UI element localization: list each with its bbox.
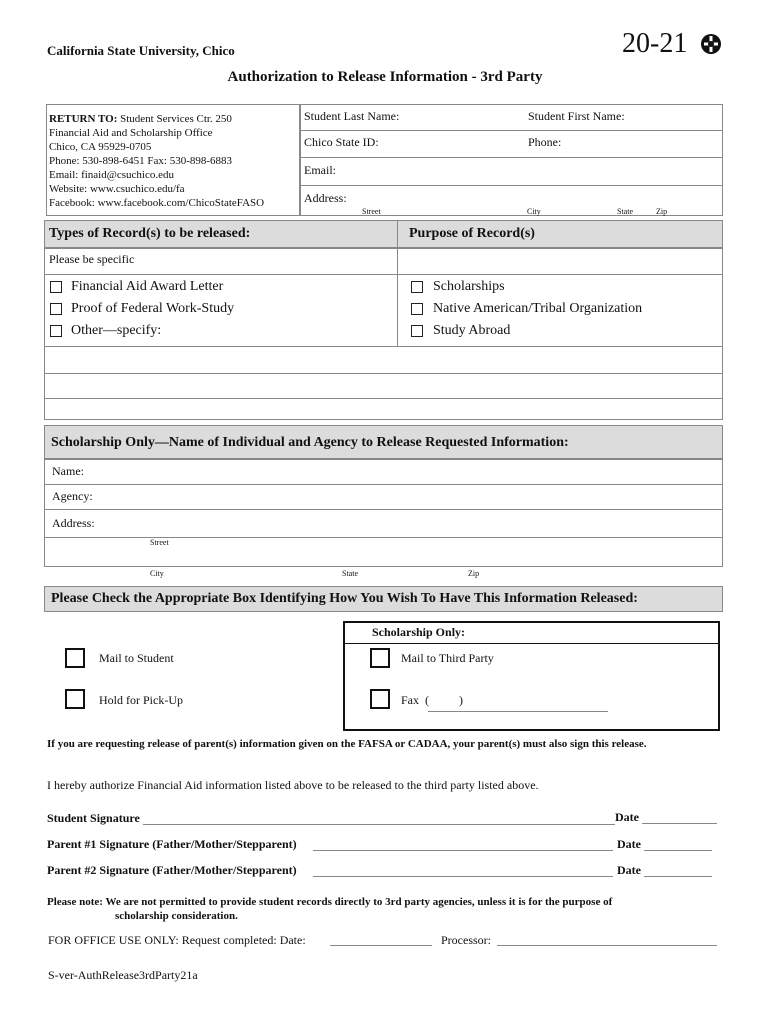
phone-field[interactable]: Phone:	[528, 135, 562, 149]
student-first-name-field[interactable]: Student First Name:	[528, 109, 625, 123]
mail-student-checkbox[interactable]	[65, 648, 85, 668]
parent1-date-line[interactable]	[644, 850, 712, 851]
agency-zip-label: Zip	[468, 569, 480, 578]
student-signature-label: Student Signature	[47, 811, 140, 825]
tribal-org-label: Native American/Tribal Organization	[433, 301, 643, 316]
student-date-line[interactable]	[642, 823, 717, 824]
office-date-line[interactable]	[330, 945, 432, 946]
agency-city-label: City	[150, 569, 164, 578]
student-last-name-field[interactable]: Student Last Name:	[304, 109, 400, 123]
work-study-checkbox[interactable]	[50, 303, 62, 315]
address-zip-label: Zip	[656, 207, 668, 216]
agency-street-label: Street	[150, 538, 169, 547]
return-label: RETURN TO:	[49, 113, 118, 125]
form-title: Authorization to Release Information - 3rd Party	[227, 69, 543, 85]
student-date-label: Date	[615, 810, 639, 824]
return-line4: Phone: 530-898-6451 Fax: 530-898-6883	[49, 155, 233, 167]
agency-field[interactable]: Agency:	[52, 489, 93, 503]
office-use-label: FOR OFFICE USE ONLY: Request completed: Date:	[48, 933, 306, 947]
study-abroad-checkbox[interactable]	[411, 325, 423, 337]
return-line1: Student Services Ctr. 250	[120, 113, 232, 125]
award-letter-label: Financial Aid Award Letter	[71, 279, 224, 294]
chico-state-id-field[interactable]: Chico State ID:	[304, 135, 379, 149]
fax-label: Fax ( )	[401, 693, 463, 707]
address-street-label: Street	[362, 207, 381, 216]
student-signature-line[interactable]	[143, 824, 615, 825]
mail-student-label: Mail to Student	[99, 651, 174, 665]
hold-pickup-checkbox[interactable]	[65, 689, 85, 709]
authorize-statement: I hereby authorize Financial Aid information listed above to be released to the third party listed above.	[47, 778, 539, 792]
fax-number-line[interactable]	[428, 711, 608, 712]
purpose-heading: Purpose of Record(s)	[409, 226, 535, 241]
address-city-label: City	[527, 207, 541, 216]
scholarship-only-label: Scholarship Only:	[372, 625, 466, 639]
agency-state-label: State	[342, 569, 358, 578]
scholarship-heading: Scholarship Only—Name of Individual and Agency to Release Requested Information:	[51, 435, 569, 450]
scholarships-label: Scholarships	[433, 279, 505, 294]
fax-checkbox[interactable]	[370, 689, 390, 709]
please-note-label: Please note:	[47, 896, 103, 908]
address-field[interactable]: Address:	[304, 191, 347, 205]
return-line2: Financial Aid and Scholarship Office	[49, 127, 213, 139]
parent1-date-label: Date	[617, 837, 641, 851]
parent2-signature-label: Parent #2 Signature (Father/Mother/Stepparent)	[47, 863, 297, 877]
processor-line[interactable]	[497, 945, 717, 946]
please-note-line1: We are not permitted to provide student records directly to 3rd party agencies, unless it is for the purpose of	[105, 896, 613, 908]
parent-note: If you are requesting release of parent(s) information given on the FAFSA or CADAA, your parent(s) must also sign this release.	[47, 738, 647, 750]
parent2-date-label: Date	[617, 863, 641, 877]
csu-chico-emblem-icon	[700, 33, 722, 55]
types-heading: Types of Record(s) to be released:	[49, 226, 251, 241]
study-abroad-label: Study Abroad	[433, 323, 511, 338]
return-line3: Chico, CA 95929-0705	[49, 141, 152, 153]
return-line6: Website: www.csuchico.edu/fa	[49, 183, 185, 195]
mail-third-party-label: Mail to Third Party	[401, 651, 494, 665]
release-heading: Please Check the Appropriate Box Identifying How You Wish To Have This Information Released:	[51, 591, 638, 606]
scholarships-checkbox[interactable]	[411, 281, 423, 293]
parent1-signature-line[interactable]	[313, 850, 613, 851]
agency-name-field[interactable]: Name:	[52, 464, 84, 478]
email-field[interactable]: Email:	[304, 163, 336, 177]
mail-third-party-checkbox[interactable]	[370, 648, 390, 668]
other-checkbox[interactable]	[50, 325, 62, 337]
return-line5: Email: finaid@csuchico.edu	[49, 169, 174, 181]
other-label: Other—specify:	[71, 323, 162, 338]
specific-note: Please be specific	[49, 252, 135, 266]
award-letter-checkbox[interactable]	[50, 281, 62, 293]
year-label: 20-21	[622, 28, 688, 59]
scholarship-body	[44, 459, 723, 567]
processor-label: Processor:	[441, 933, 491, 947]
please-note-line2: scholarship consideration.	[115, 910, 238, 922]
return-address	[49, 112, 264, 210]
tribal-org-checkbox[interactable]	[411, 303, 423, 315]
please-note	[47, 895, 612, 923]
work-study-label: Proof of Federal Work-Study	[71, 301, 235, 316]
parent2-signature-line[interactable]	[313, 876, 613, 877]
return-line7: Facebook: www.facebook.com/ChicoStateFASO	[49, 197, 265, 209]
agency-address-field[interactable]: Address:	[52, 516, 95, 530]
address-state-label: State	[617, 207, 633, 216]
form-code: S-ver-AuthRelease3rdParty21a	[48, 968, 198, 982]
parent1-signature-label: Parent #1 Signature (Father/Mother/Stepparent)	[47, 837, 297, 851]
parent2-date-line[interactable]	[644, 876, 712, 877]
hold-pickup-label: Hold for Pick-Up	[99, 693, 183, 707]
university-name: California State University, Chico	[47, 43, 235, 58]
